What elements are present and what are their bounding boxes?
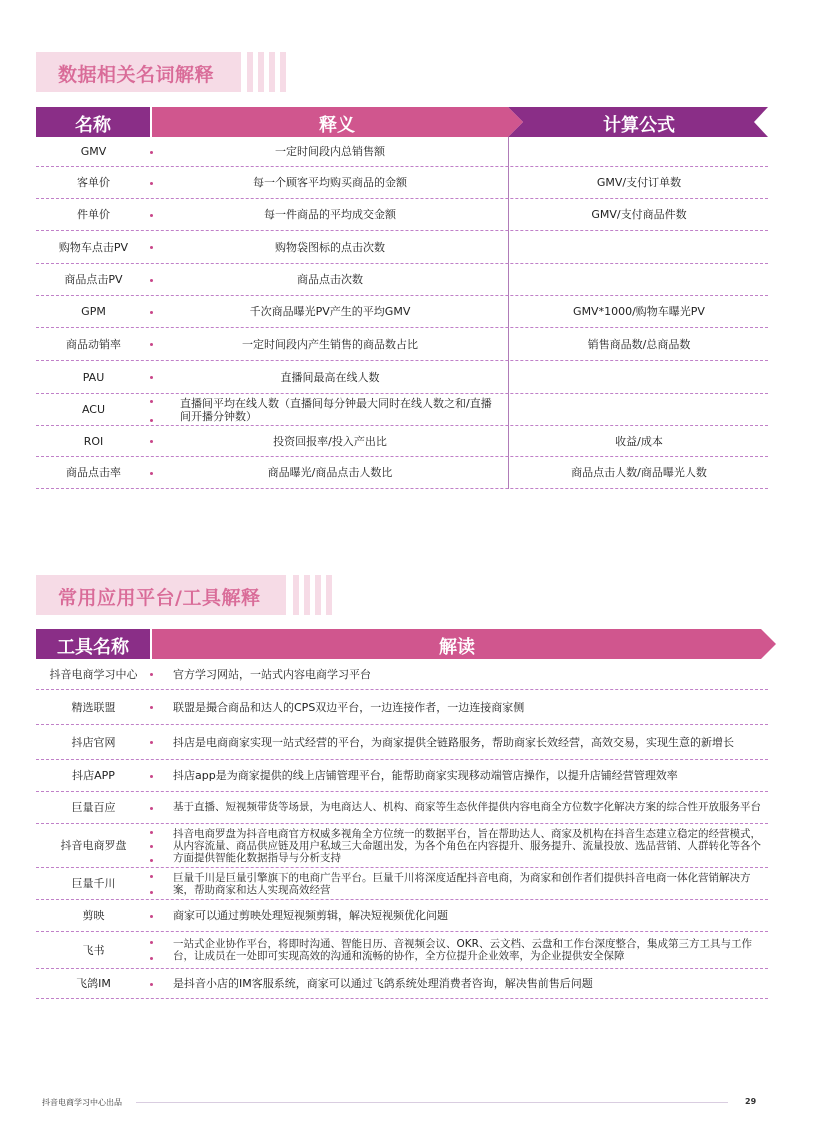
table-row — [36, 969, 768, 999]
table-row — [36, 167, 768, 199]
row-name: 购物车点击PV — [58, 240, 129, 254]
footer-divider — [136, 1102, 728, 1103]
row-bullet — [150, 831, 153, 834]
table-row — [36, 932, 768, 969]
row-formula: GMV/支付商品件数 — [591, 208, 687, 221]
row-bullet — [150, 845, 153, 848]
row-name: 抖音电商学习中心 — [49, 667, 138, 681]
row-formula: 收益/成本 — [615, 434, 663, 448]
page-number: 29 — [745, 1097, 757, 1106]
row-name: 抖店APP — [72, 769, 115, 782]
row-bullet — [150, 419, 153, 422]
header-tool-name: 工具名称 — [57, 637, 129, 658]
row-meaning: 每一件商品的平均成交金额 — [264, 208, 396, 221]
row-meaning: 一定时间段内产生销售的商品数占比 — [242, 337, 418, 351]
row-formula: 商品点击人数/商品曝光人数 — [571, 466, 707, 479]
row-name: 抖音电商罗盘 — [60, 839, 127, 852]
row-name: PAU — [82, 370, 105, 384]
row-desc: 是抖音小店的IM客服系统，商家可以通过飞鸽系统处理消费者咨询，解决售前售后问题 — [173, 977, 593, 990]
row-formula — [509, 394, 769, 425]
row-name: ACU — [81, 403, 106, 416]
row-bullet — [150, 673, 153, 676]
table-row — [36, 760, 768, 792]
table-row — [36, 824, 768, 868]
row-formula: 销售商品数/总商品数 — [587, 337, 691, 351]
row-meaning: 千次商品曝光PV产生的平均GMV — [249, 305, 411, 318]
section2-table-header — [36, 629, 776, 659]
row-formula — [509, 137, 769, 166]
table-row — [36, 868, 768, 900]
row-name: 飞书 — [82, 943, 105, 957]
row-meaning: 商品曝光/商品点击人数比 — [267, 466, 393, 479]
row-name: 剪映 — [82, 909, 105, 922]
row-bullet — [150, 400, 153, 403]
header-name: 名称 — [75, 115, 111, 136]
row-bullet — [150, 807, 153, 810]
table-row — [36, 690, 768, 725]
section1-table-header — [36, 107, 768, 137]
table-row — [36, 296, 768, 328]
table-row — [36, 457, 768, 489]
footer-publisher: 抖音电商学习中心出品 — [42, 1098, 122, 1107]
row-desc: 联盟是撮合商品和达人的CPS双边平台，一边连接作者，一边连接商家侧 — [173, 700, 525, 714]
table-row — [36, 725, 768, 760]
row-desc: 基于直播、短视频带货等场景，为电商达人、机构、商家等生态伙伴提供内容电商全方位数字化解决方案的综合性开放服务平台 — [173, 801, 761, 813]
table-row — [36, 394, 768, 426]
row-bullet — [150, 875, 153, 878]
row-desc: 一站式企业协作平台，将即时沟通、智能日历、音视频会议、OKR、云文档、云盘和工作台深度整合，集成第三方工具与工作台，让成员在一处即可实现高效的沟通和流畅的协作，全方位提升企业效率，为企业提供安全保障 — [173, 938, 752, 962]
row-formula: GMV*1000/购物车曝光PV — [573, 305, 705, 318]
table-row — [36, 426, 768, 457]
row-formula — [509, 231, 769, 263]
row-desc: 巨量千川是巨量引擎旗下的电商广告平台。巨量千川将深度适配抖音电商，为商家和创作者们提供抖音电商一体化营销解决方案，帮助商家和达人实现高效经营 — [173, 871, 751, 896]
row-meaning: 一定时间段内总销售额 — [275, 145, 385, 158]
row-name: 巨量千川 — [71, 877, 116, 890]
row-desc: 抖店app是为商家提供的线上店铺管理平台，能帮助商家实现移动端管店操作，以提升店铺经营管理效率 — [173, 769, 678, 782]
row-name: 商品点击PV — [64, 273, 123, 286]
header-desc: 解读 — [439, 637, 475, 658]
row-desc: 抖店是电商商家实现一站式经营的平台，为商家提供全链路服务，帮助商家长效经营，高效交易，实现生意的新增长 — [173, 735, 734, 749]
row-name: 飞鸽IM — [76, 977, 111, 990]
row-meaning: 每一个顾客平均购买商品的金额 — [253, 176, 407, 189]
row-desc: 官方学习网站，一站式内容电商学习平台 — [173, 667, 371, 681]
table-row — [36, 199, 768, 231]
row-desc: 抖音电商罗盘为抖音电商官方权威多视角全方位统一的数据平台，旨在帮助达人、商家及机构在抖音生态建立稳定的经营模式，从内容流量、商品供应链及用户私域三大命题出发，为各个角色在内容提升、服务提升、流量投放、选品营销、人群转化等各个方面提供智能化数据指导与分析支持 — [173, 827, 761, 864]
table-row — [36, 900, 768, 932]
row-name: 商品点击率 — [66, 466, 121, 479]
row-bullet — [150, 741, 153, 744]
header-meaning: 释义 — [319, 115, 355, 136]
row-name: 客单价 — [77, 176, 110, 189]
row-formula — [509, 361, 769, 393]
table-row — [36, 231, 768, 264]
row-name: 商品动销率 — [66, 337, 121, 351]
row-name: 巨量百应 — [71, 801, 116, 814]
section1-title-banner — [36, 52, 241, 92]
row-name: 抖店官网 — [71, 735, 116, 749]
row-bullet — [150, 706, 153, 709]
row-bullet — [150, 983, 153, 986]
row-bullet — [150, 775, 153, 778]
table-row — [36, 361, 768, 394]
row-name: 精选联盟 — [71, 700, 116, 714]
section1-title: 数据相关名词解释 — [58, 64, 215, 86]
row-bullet — [150, 915, 153, 918]
table-row — [36, 659, 768, 690]
row-meaning: 购物袋图标的点击次数 — [275, 240, 385, 254]
row-desc: 商家可以通过剪映处理短视频剪辑，解决短视频优化问题 — [173, 909, 448, 922]
section2-title-banner — [36, 575, 286, 615]
row-bullet — [150, 941, 153, 944]
section2-title: 常用应用平台/工具解释 — [58, 587, 261, 609]
row-meaning: 商品点击次数 — [297, 273, 363, 286]
row-name: GPM — [81, 305, 106, 318]
table-row — [36, 137, 768, 167]
row-formula: GMV/支付订单数 — [596, 176, 682, 189]
row-name: ROI — [83, 434, 104, 448]
table-row — [36, 328, 768, 361]
row-meaning: 直播间最高在线人数 — [280, 370, 380, 384]
row-meaning: 直播间平均在线人数（直播间每分钟最大同时在线人数之和/直播间开播分钟数） — [180, 396, 492, 423]
row-bullet — [150, 957, 153, 960]
row-formula — [509, 264, 769, 295]
header-formula: 计算公式 — [603, 115, 675, 136]
row-name: 件单价 — [77, 208, 110, 221]
row-name: GMV — [80, 145, 107, 158]
table-row — [36, 792, 768, 824]
row-bullet — [150, 891, 153, 894]
row-meaning: 投资回报率/投入产出比 — [273, 434, 387, 448]
table-row — [36, 264, 768, 296]
row-bullet — [150, 859, 153, 862]
